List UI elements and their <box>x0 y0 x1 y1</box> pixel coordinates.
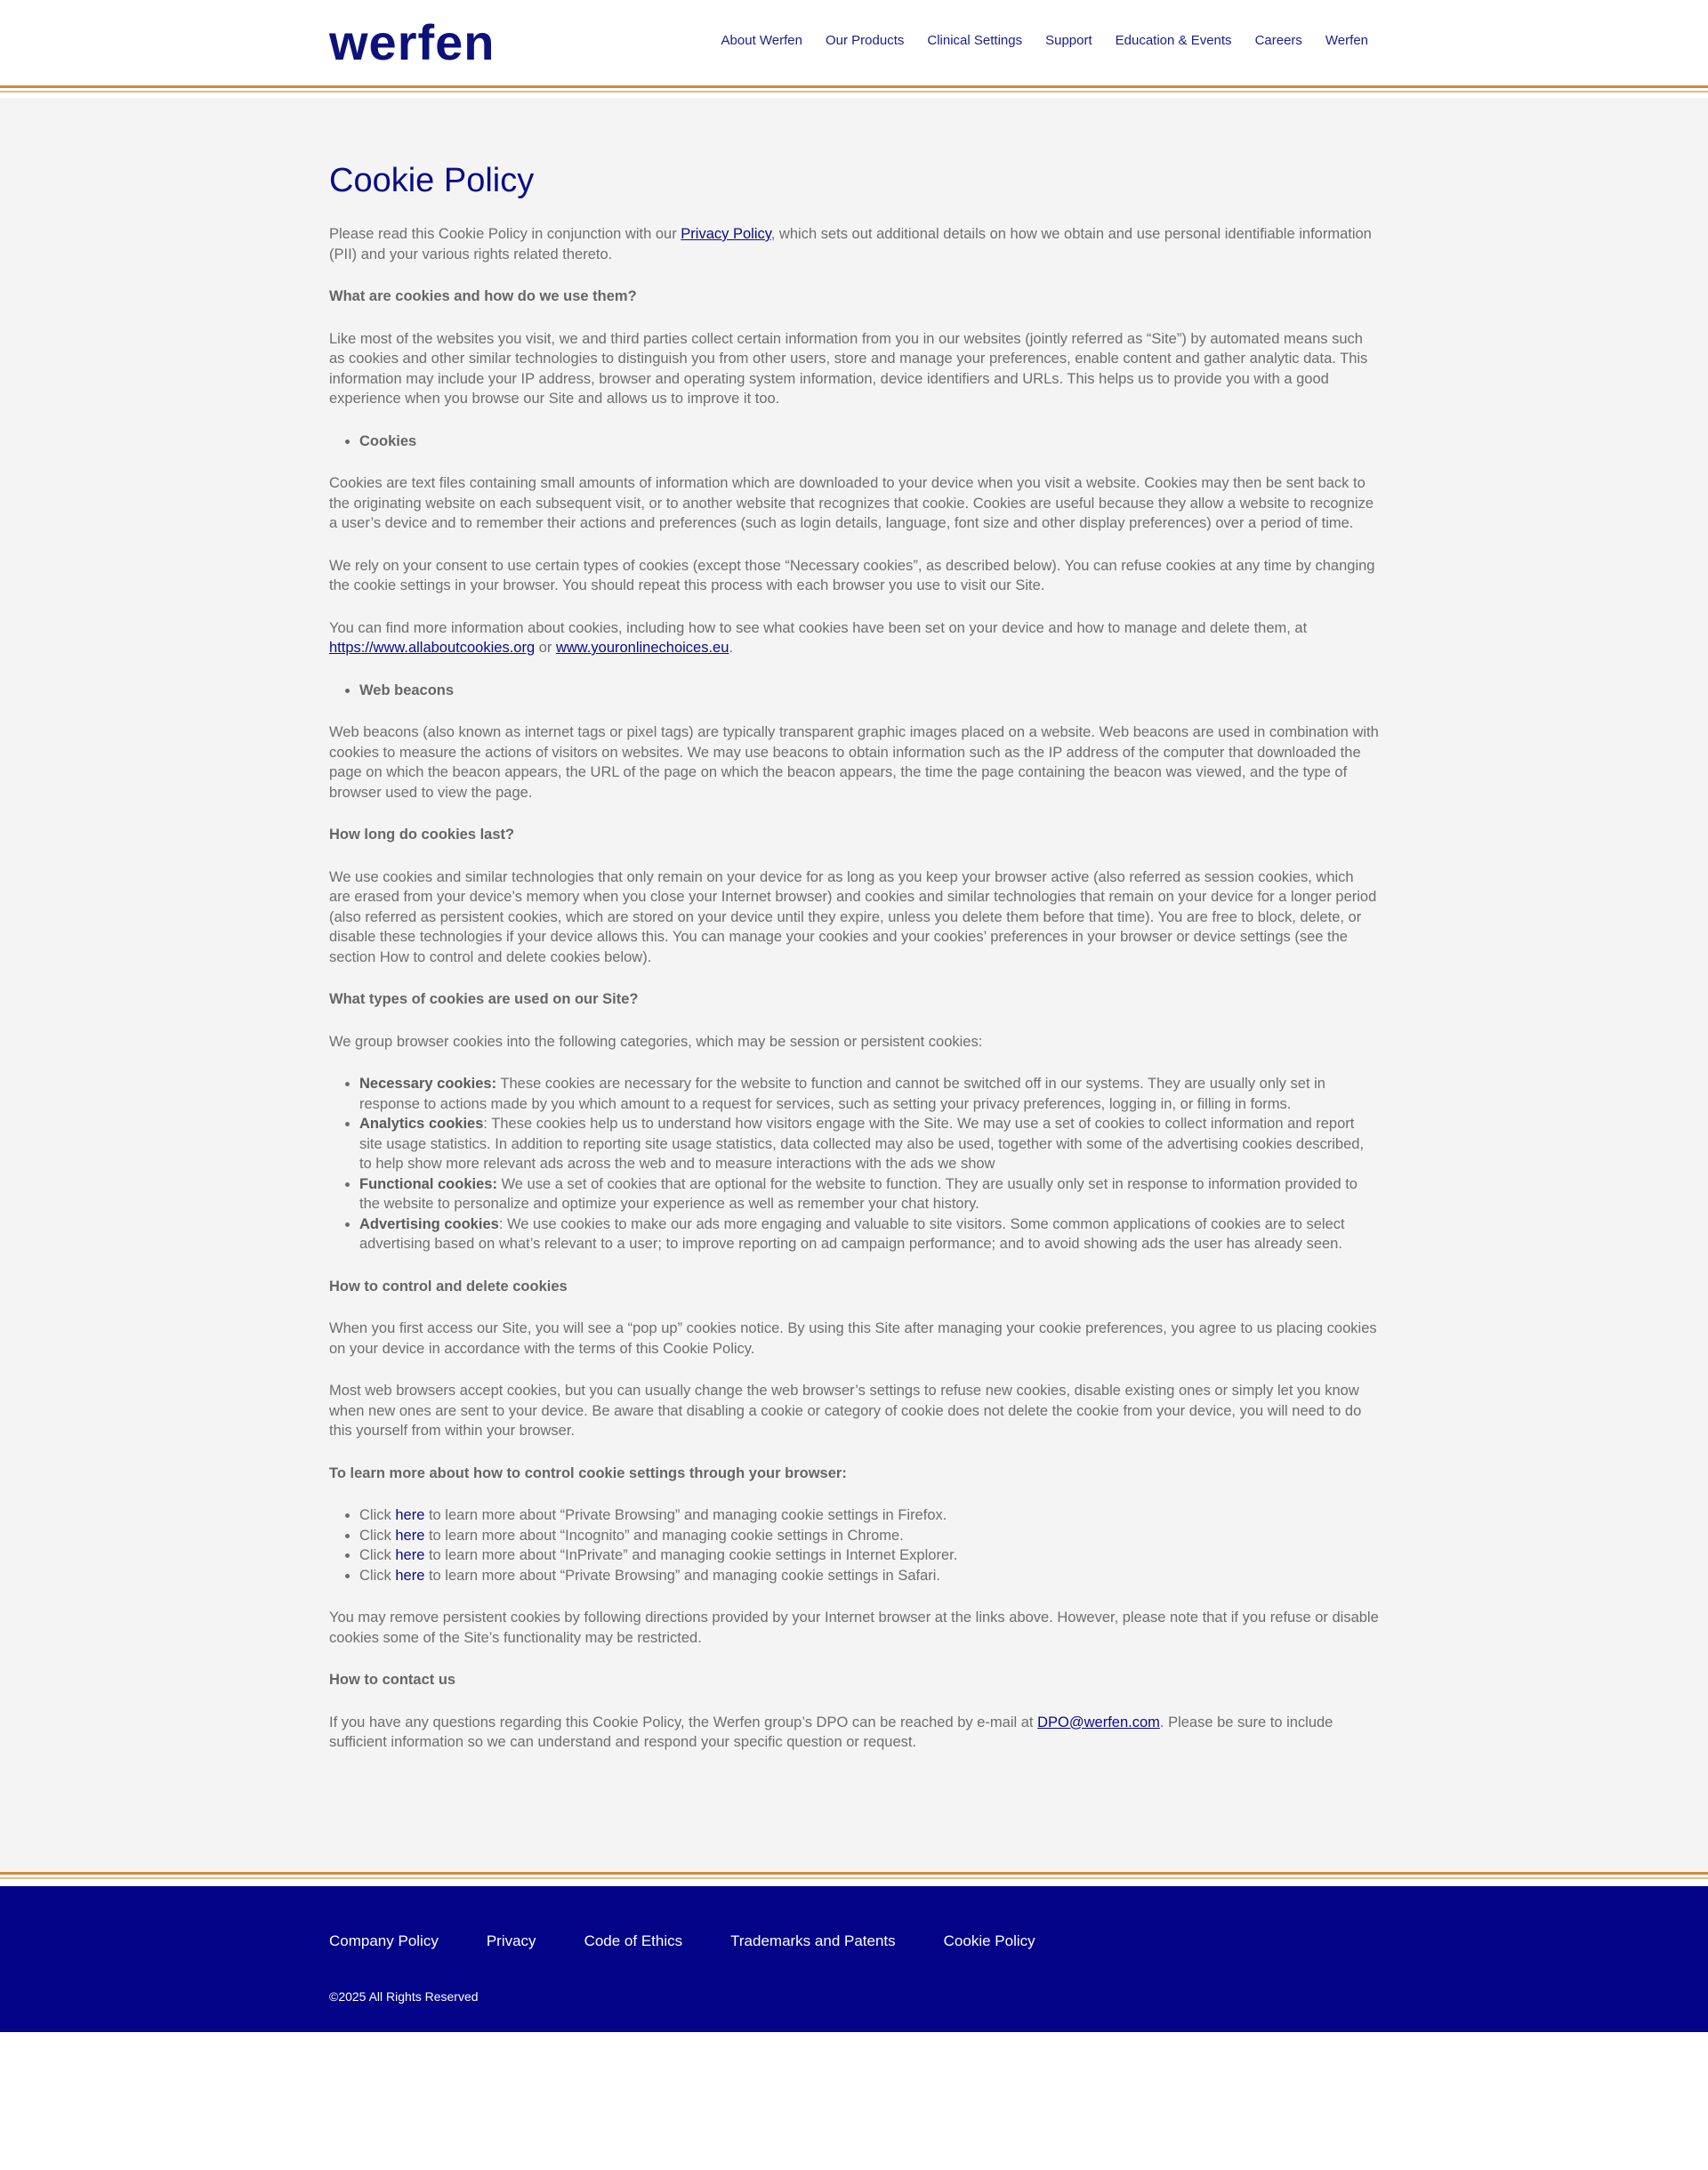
paragraph-browsers: Most web browsers accept cookies, but you can usually change the web browser’s settings to refuse new cookies, disable existing ones or simply let you know when new ones are sent to your device. Be aware that disabling a cookie or category of cookie does not delete the cookie from your device, you will need to do this yourself from within your browser. <box>329 1383 1362 1439</box>
nav-werfen[interactable]: Werfen <box>1325 33 1368 48</box>
nav-clinical-settings[interactable]: Clinical Settings <box>927 33 1023 48</box>
site-footer <box>0 1886 1708 2032</box>
list-item: • Click here to learn more about “Private Browsing” and managing cookie settings in Firefox. <box>359 1505 1379 1526</box>
intro-paragraph: Please read this Cookie Policy in conjunction with our Privacy Policy, which sets out additional details on how we obtain and use personal identifiable information (PII) and your various rights related thereto. <box>329 226 1372 262</box>
bullet-web-beacons: • Web beacons <box>329 681 1379 701</box>
youronlinechoices-link[interactable]: www.youronlinechoices.eu <box>555 640 729 656</box>
paragraph-contact: If you have any questions regarding this Cookie Policy, the Werfen group’s DPO can be reached by e-mail at DPO@werfen.com. Please be sure to include sufficient information so we can understand and respond your specific question or request. <box>329 1714 1333 1750</box>
list-item: • Click here to learn more about “Incognito” and managing cookie settings in Chrome. <box>359 1526 1379 1546</box>
footer-privacy-link[interactable]: Privacy <box>486 1932 536 1949</box>
browser-instructions-list <box>329 1505 1379 1585</box>
main-nav <box>721 33 1368 49</box>
heading-how-long: How long do cookies last? <box>329 827 515 843</box>
footer-divider <box>0 1872 1708 1879</box>
page-title: Cookie Policy <box>329 162 535 199</box>
paragraph-remove: You may remove persistent cookies by following directions provided by your Internet browser at the links above. However, please note that if you refuse or disable cookies some of the Site’s functionality may be restricted. <box>329 1609 1379 1646</box>
nav-careers[interactable]: Careers <box>1254 33 1302 48</box>
paragraph-consent: We rely on your consent to use certain types of cookies (except those “Necessary cookies”, as described below). You can refuse cookies at any time by changing the cookie settings in your browser. You should repeat this process with each browser you use to visit our Site. <box>329 557 1375 593</box>
dpo-email-link[interactable]: DPO@werfen.com <box>1037 1714 1160 1730</box>
heading-what-are-cookies: What are cookies and how do we use them? <box>329 288 637 304</box>
nav-about-werfen[interactable]: About Werfen <box>721 33 802 48</box>
list-item: • Necessary cookies: These cookies are necessary for the website to function and cannot be switched off in our systems. They are usually only set in response to actions made by you which amount to a request for services, such as setting your privacy preferences, logging in, or filling in forms. <box>359 1074 1379 1114</box>
paragraph-types: We group browser cookies into the following categories, which may be session or persistent cookies: <box>329 1033 983 1050</box>
nav-education-events[interactable]: Education & Events <box>1115 33 1232 48</box>
paragraph-popup: When you first access our Site, you will see a “pop up” cookies notice. By using this Site after managing your cookie preferences, you agree to us placing cookies on your device in accordance with the terms of this Cookie Policy. <box>329 1320 1377 1357</box>
footer-trademarks-link[interactable]: Trademarks and Patents <box>730 1932 896 1949</box>
list-item: • Click here to learn more about “Private Browsing” and managing cookie settings in Safari. <box>359 1566 1379 1586</box>
list-item: • Click here to learn more about “InPrivate” and managing cookie settings in Internet Explorer. <box>359 1545 1379 1566</box>
paragraph-more-info: You can find more information about cookies, including how to see what cookies have been set on your device and how to manage and delete them, at https://www.allaboutcookies.org or www.youronlinechoices.eu. <box>329 619 1308 656</box>
chrome-here-link[interactable]: here <box>395 1527 425 1544</box>
firefox-here-link[interactable]: here <box>395 1507 425 1523</box>
main-content-area <box>0 98 1708 1872</box>
header-divider <box>0 85 1708 93</box>
werfen-logo[interactable]: werfen <box>329 14 495 70</box>
privacy-policy-link[interactable]: Privacy Policy <box>681 226 771 242</box>
paragraph-like-most: Like most of the websites you visit, we and third parties collect certain information from you in our websites (jointly referred as “Site”) by automated means such as cookies and other similar technologies to distinguish you from other users, store and manage your preferences, enable content and gather analytic data. This information may include your IP address, browser and operating system information, device identifiers and URLs. This helps us to provide you with a good experience when you browse our Site and allows us to improve it too. <box>329 330 1368 407</box>
paragraph-cookies: Cookies are text files containing small amounts of information which are downloaded to your device when you visit a website. Cookies may then be sent back to the originating website on each subsequent visit, or to another website that recognizes that cookie. Cookies are useful because they allow a website to recognize a user’s device and to remember their actions and preferences (such as login details, language, font size and other display preferences) over a period of time. <box>329 475 1374 531</box>
safari-here-link[interactable]: here <box>395 1567 425 1584</box>
heading-contact: How to contact us <box>329 1672 456 1688</box>
footer-links <box>329 1932 1035 1950</box>
nav-our-products[interactable]: Our Products <box>826 33 905 48</box>
ie-here-link[interactable]: here <box>395 1547 425 1563</box>
nav-support[interactable]: Support <box>1045 33 1092 48</box>
footer-cookie-policy-link[interactable]: Cookie Policy <box>943 1932 1035 1949</box>
heading-control: How to control and delete cookies <box>329 1278 568 1295</box>
allaboutcookies-link[interactable]: https://www.allaboutcookies.org <box>329 640 536 656</box>
list-item: • Functional cookies: We use a set of cookies that are optional for the website to function. They are usually only set in response to information provided to the website to personalize and optimize your experience as well as remember your chat history. <box>359 1174 1379 1214</box>
site-header <box>0 0 1708 85</box>
list-item: • Advertising cookies: We use cookies to make our ads more engaging and valuable to site visitors. Some common applications of cookies are to select advertising based on what’s relevant to a user; to improve reporting on ad campaign performance; and to avoid showing ads the user has already seen. <box>359 1214 1379 1254</box>
cookie-types-list <box>329 1074 1379 1254</box>
footer-code-of-ethics-link[interactable]: Code of Ethics <box>584 1932 683 1949</box>
list-item: • Analytics cookies: These cookies help us to understand how visitors engage with the Site. We may use a set of cookies to collect information and report site usage statistics. In addition to reporting site usage statistics, data collected may also be used, together with some of the advertising cookies described, to help show more relevant ads across the web and to measure interactions with the ads we show <box>359 1114 1379 1174</box>
cookie-policy-article <box>329 160 1379 1775</box>
paragraph-how-long: We use cookies and similar technologies that only remain on your device for as long as you keep your browser active (also referred as session cookies, which are erased from your device’s memory when you close your Internet browser) and cookies and similar technologies that remain on your device for a longer period (also referred as persistent cookies, which are stored on your device until they expire, unless you delete them before that time). You are free to block, delete, or disable these technologies if your device allows this. You can manage your cookies and your cookies’ preferences in your browser or device settings (see the section How to control and delete cookies below). <box>329 868 1377 965</box>
bullet-cookies: • Cookies <box>329 432 1379 452</box>
footer-company-policy-link[interactable]: Company Policy <box>329 1932 439 1949</box>
paragraph-web-beacons: Web beacons (also known as internet tags or pixel tags) are typically transparent graphic images placed on a website. Web beacons are used in combination with cookies to measure the actions of visitors on websites. We may use beacons to obtain information such as the IP address of the computer that downloaded the page on which the beacon appears, the URL of the page on which the beacon appears, the time the page containing the beacon was viewed, and the type of browser used to view the page. <box>329 724 1379 801</box>
heading-types: What types of cookies are used on our Site? <box>329 991 639 1007</box>
heading-learn-more: To learn more about how to control cookie settings through your browser: <box>329 1464 847 1481</box>
copyright-text: ©2025 All Rights Reserved <box>329 1989 479 2004</box>
